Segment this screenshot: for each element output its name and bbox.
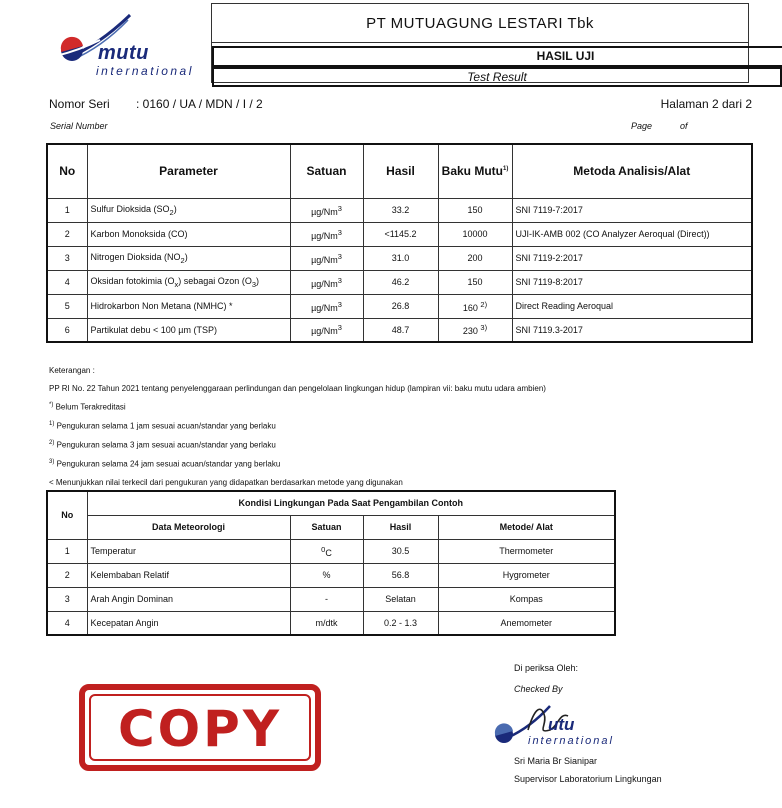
company-logo	[50, 10, 210, 80]
result-value: 48.7	[363, 318, 438, 342]
cond-col-unit: Satuan	[290, 515, 363, 539]
company-name: PT MUTUAGUNG LESTARI Tbk	[212, 4, 748, 43]
col-standard	[438, 144, 512, 198]
col-method: Metoda Analisis/Alat	[512, 144, 752, 198]
page-label-en: Page	[631, 121, 653, 131]
serial-number	[49, 97, 263, 111]
result-value: 26.8	[363, 294, 438, 318]
checked-by-label-en: Checked By	[514, 684, 563, 694]
signature-logo	[488, 700, 668, 752]
condition-no: 1	[47, 539, 87, 563]
result-no: 5	[47, 294, 87, 318]
col-parameter: Parameter	[87, 144, 290, 198]
notes-lines	[49, 380, 546, 492]
result-standard: 160 $^{2)}$	[438, 294, 512, 318]
note-line: $^{1)}$ Pengukuran selama 1 jam sesuai acuan/standar yang berlaku	[49, 421, 276, 431]
page-indicator-en	[631, 121, 716, 131]
note-line: PP RI No. 22 Tahun 2021 tentang penyelenggaraan perlindungan dan pengelolaan lingkungan hidup (lampiran vii: baku mutu udara ambien)	[49, 383, 546, 393]
document-title: HASIL UJI	[212, 46, 782, 67]
condition-no: 2	[47, 563, 87, 587]
cond-col-no: No	[47, 491, 87, 539]
document-title-en: Test Result	[212, 67, 782, 87]
note-line: $^{2)}$ Pengukuran selama 3 jam sesuai acuan/standar yang berlaku	[49, 440, 276, 450]
condition-data: Kelembaban Relatif	[87, 563, 290, 587]
col-no: No	[47, 144, 87, 198]
result-unit: µg/Nm$^3$	[290, 246, 363, 270]
condition-method: Hygrometer	[438, 563, 615, 587]
result-no: 1	[47, 198, 87, 222]
page-indicator: Halaman 2 dari 2	[660, 97, 752, 111]
condition-no: 3	[47, 587, 87, 611]
result-value: 31.0	[363, 246, 438, 270]
result-unit: µg/Nm$^3$	[290, 294, 363, 318]
results-header-row	[47, 144, 752, 198]
checked-by-label: Di periksa Oleh:	[514, 663, 579, 673]
condition-data: Temperatur	[87, 539, 290, 563]
conditions-title: Kondisi Lingkungan Pada Saat Pengambilan Contoh	[87, 491, 615, 515]
conditions-title-row	[47, 491, 615, 515]
condition-result: Selatan	[363, 587, 438, 611]
svg-text:international: international	[528, 735, 614, 747]
result-unit: µg/Nm$^3$	[290, 222, 363, 246]
condition-no: 4	[47, 611, 87, 635]
page-of-en: of	[680, 121, 688, 131]
result-method: SNI 7119-7:2017	[512, 198, 752, 222]
document-header	[211, 3, 749, 83]
result-row	[47, 318, 752, 342]
result-method: Direct Reading Aeroqual	[512, 294, 752, 318]
signature-mutu-logo-icon	[488, 700, 668, 752]
notes-title: Keterangan :	[49, 366, 95, 375]
logo-wordmark: mutu	[98, 42, 149, 64]
condition-data: Arah Angin Dominan	[87, 587, 290, 611]
result-standard: 10000	[438, 222, 512, 246]
condition-row	[47, 539, 615, 563]
condition-unit: -	[290, 587, 363, 611]
condition-method: Kompas	[438, 587, 615, 611]
result-value: 33.2	[363, 198, 438, 222]
col-result: Hasil	[363, 144, 438, 198]
serial-value: : 0160 / UA / MDN / I / 2	[136, 97, 263, 111]
result-parameter: Sulfur Dioksida $(SO_2)$	[87, 198, 290, 222]
result-parameter: Partikulat debu < 100 µm (TSP)	[87, 318, 290, 342]
result-row	[47, 222, 752, 246]
result-no: 2	[47, 222, 87, 246]
result-method: SNI 7119.3-2017	[512, 318, 752, 342]
condition-result: 56.8	[363, 563, 438, 587]
result-method: SNI 7119-2:2017	[512, 246, 752, 270]
result-unit: µg/Nm$^3$	[290, 270, 363, 294]
note-line: *) Belum Terakreditasi	[49, 402, 126, 412]
environment-conditions-table	[46, 490, 616, 636]
condition-row	[47, 611, 615, 635]
cond-col-data: Data Meteorologi	[87, 515, 290, 539]
result-value: <1145.2	[363, 222, 438, 246]
results-body	[47, 198, 752, 342]
condition-data: Kecepatan Angin	[87, 611, 290, 635]
result-standard: 150	[438, 198, 512, 222]
condition-unit: m/dtk	[290, 611, 363, 635]
condition-unit: $^0$C	[290, 539, 363, 563]
cond-col-result: Hasil	[363, 515, 438, 539]
condition-result: 0.2 - 1.3	[363, 611, 438, 635]
note-line: < Menunjukkan nilai terkecil dari pengukuran yang didapatkan berdasarkan metode yang digunakan	[49, 477, 403, 487]
signer-title: Supervisor Laboratorium Lingkungan	[514, 774, 662, 784]
col-standard-sup: 1)	[503, 166, 509, 173]
col-standard-label: Baku Mutu	[441, 164, 503, 179]
result-standard: 200	[438, 246, 512, 270]
result-no: 3	[47, 246, 87, 270]
copy-stamp-text: COPY	[89, 694, 311, 761]
signer-name: Sri Maria Br Sianipar	[514, 756, 598, 766]
test-results-table	[46, 143, 753, 343]
document-title-block	[212, 43, 748, 87]
condition-result: 30.5	[363, 539, 438, 563]
svg-text:utu: utu	[548, 715, 575, 734]
result-parameter: Oksidan fotokimia $(O_x)$ sebagai Ozon $(O_3)$	[87, 270, 290, 294]
result-method: UJI-IK-AMB 002 (CO Analyzer Aeroqual (Direct))	[512, 222, 752, 246]
notes	[49, 362, 546, 491]
result-unit: µg/Nm$^3$	[290, 198, 363, 222]
condition-row	[47, 563, 615, 587]
note-line: $^{3)}$ Pengukuran selama 24 jam sesuai acuan/standar yang berlaku	[49, 459, 281, 470]
result-method: SNI 7119-8:2017	[512, 270, 752, 294]
serial-label-en: Serial Number	[50, 121, 108, 131]
result-row	[47, 270, 752, 294]
condition-row	[47, 587, 615, 611]
result-parameter: Nitrogen Dioksida $(NO_2)$	[87, 246, 290, 270]
result-value: 46.2	[363, 270, 438, 294]
conditions-header-row	[47, 515, 615, 539]
result-parameter: Karbon Monoksida (CO)	[87, 222, 290, 246]
cond-col-method: Metode/ Alat	[438, 515, 615, 539]
result-parameter: Hidrokarbon Non Metana (NMHC) *	[87, 294, 290, 318]
condition-method: Anemometer	[438, 611, 615, 635]
condition-unit: %	[290, 563, 363, 587]
condition-method: Thermometer	[438, 539, 615, 563]
result-row	[47, 198, 752, 222]
result-no: 6	[47, 318, 87, 342]
result-no: 4	[47, 270, 87, 294]
conditions-body	[47, 539, 615, 635]
logo-subtitle: international	[96, 64, 194, 78]
result-row	[47, 246, 752, 270]
serial-label: Nomor Seri	[49, 97, 110, 111]
copy-stamp	[79, 684, 321, 771]
result-standard: 230 $^{3)}$	[438, 318, 512, 342]
col-unit: Satuan	[290, 144, 363, 198]
result-unit: µg/Nm$^3$	[290, 318, 363, 342]
result-standard: 150	[438, 270, 512, 294]
result-row	[47, 294, 752, 318]
